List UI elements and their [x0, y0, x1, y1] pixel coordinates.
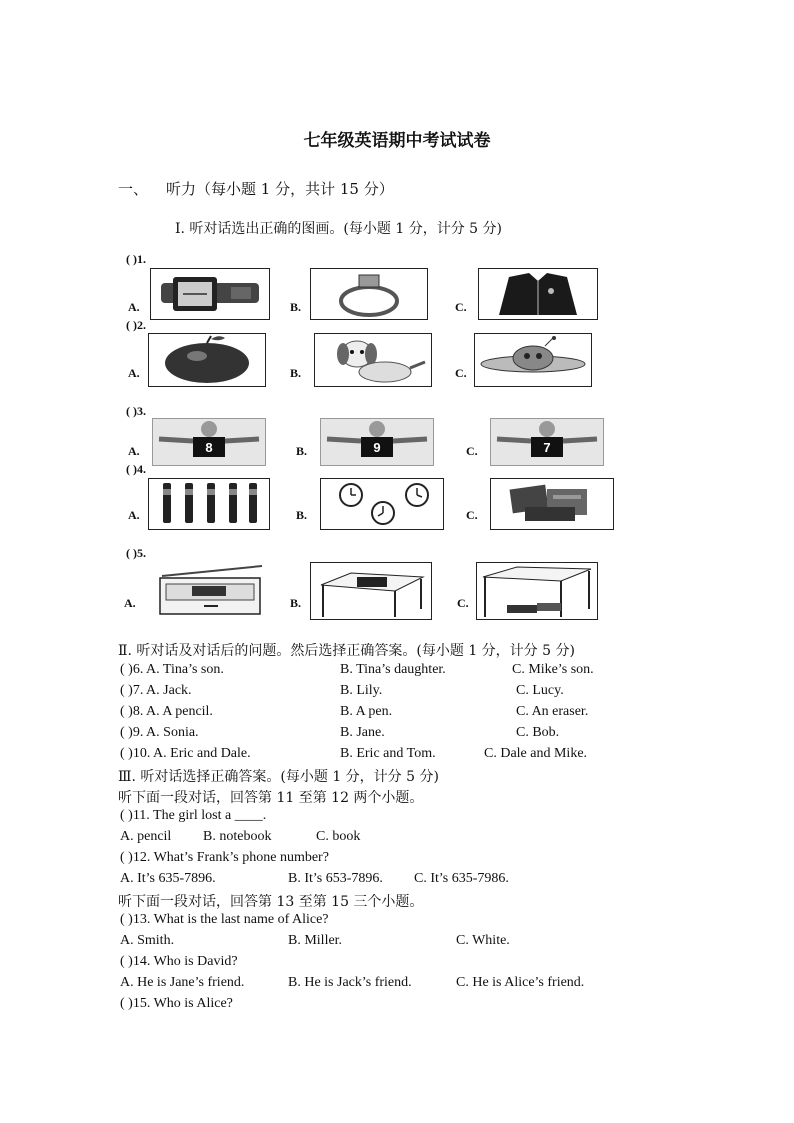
question-13: ( )13. What is the last name of Alice?: [120, 912, 329, 927]
apple-icon: [148, 333, 266, 387]
option-c: C. An eraser.: [516, 704, 589, 719]
part1-heading: Ⅰ. 听对话选出正确的图画。(每小题 1 分，计分 5 分): [175, 221, 502, 237]
option-c: C. Bob.: [516, 725, 560, 740]
jersey-number: 9: [373, 440, 381, 455]
table-top-icon: [310, 562, 432, 620]
option-c: C. Dale and Mike.: [484, 746, 588, 761]
section-number: 一、: [118, 180, 149, 198]
option-b: B. notebook: [203, 829, 272, 844]
page-title: 七年级英语期中考试试卷: [303, 131, 491, 151]
option-a: A. pencil: [120, 829, 172, 844]
ufo-icon: [474, 333, 592, 387]
option-b: B. Tina’s daughter.: [340, 662, 446, 677]
option-label: A.: [128, 366, 140, 380]
option-label: B.: [290, 596, 302, 610]
part2-heading: Ⅱ. 听对话及对话后的问题。然后选择正确答案。(每小题 1 分，计分 5 分): [118, 643, 575, 659]
question-number: ( )1.: [126, 252, 146, 266]
option-label: C.: [455, 366, 467, 380]
option-label: C.: [466, 444, 478, 458]
books-icon: [490, 478, 614, 530]
option-label: B.: [296, 444, 308, 458]
boy-icon: [152, 418, 266, 466]
option-label: A.: [128, 508, 140, 522]
option-label: A.: [124, 596, 136, 610]
question-14: ( )14. Who is David?: [120, 954, 238, 969]
option-b: B. He is Jack’s friend.: [288, 975, 412, 990]
boy-icon: [490, 418, 604, 466]
question-8: ( )8. A. A pencil.: [120, 704, 213, 719]
dog-icon: [314, 333, 432, 387]
question-6: ( )6. A. Tina’s son.: [120, 662, 224, 677]
option-c: C. book: [316, 829, 361, 844]
option-b: B. Miller.: [288, 933, 343, 948]
section-heading: [118, 178, 394, 199]
pens-icon: [148, 478, 270, 530]
option-b: B. Eric and Tom.: [340, 746, 436, 761]
section-title: 听力（每小题 1 分，共计 15 分）: [166, 180, 394, 198]
option-label: B.: [290, 300, 302, 314]
option-b: B. Lily.: [340, 683, 383, 698]
option-c: C. He is Alice’s friend.: [456, 975, 585, 990]
part3-intro-2: 听下面一段对话，回答第 13 至第 15 三个小题。: [118, 894, 424, 910]
table-under-icon: [476, 562, 598, 620]
ring-icon: [310, 268, 428, 320]
jersey-number: 8: [205, 440, 213, 455]
option-label: C.: [455, 300, 467, 314]
watch-icon: [150, 268, 270, 320]
jersey-number: 7: [543, 440, 551, 455]
clocks-icon: [320, 478, 444, 530]
question-number: ( )5.: [126, 546, 146, 560]
option-a: A. Smith.: [120, 933, 175, 948]
question-number: ( )4.: [126, 462, 146, 476]
option-label: B.: [296, 508, 308, 522]
option-a: A. It’s 635-7896.: [120, 871, 216, 886]
jacket-icon: [478, 268, 598, 320]
question-number: ( )3.: [126, 404, 146, 418]
question-11: ( )11. The girl lost a ____.: [120, 808, 267, 823]
question-15: ( )15. Who is Alice?: [120, 996, 233, 1011]
question-number: ( )2.: [126, 318, 146, 332]
question-7: ( )7. A. Jack.: [120, 683, 192, 698]
option-b: B. Jane.: [340, 725, 385, 740]
question-9: ( )9. A. Sonia.: [120, 725, 199, 740]
option-c: C. White.: [456, 933, 510, 948]
option-label: A.: [128, 300, 140, 314]
part3-heading: Ⅲ. 听对话选择正确答案。(每小题 1 分，计分 5 分): [118, 769, 439, 785]
option-label: C.: [457, 596, 469, 610]
question-10: ( )10. A. Eric and Dale.: [120, 746, 251, 761]
option-label: B.: [290, 366, 302, 380]
part3-intro-1: 听下面一段对话，回答第 11 至第 12 两个小题。: [118, 790, 424, 806]
drawer-icon: [152, 562, 272, 618]
question-12: ( )12. What’s Frank’s phone number?: [120, 850, 329, 865]
boy-icon: [320, 418, 434, 466]
option-label: A.: [128, 444, 140, 458]
option-c: C. It’s 635-7986.: [414, 871, 509, 886]
option-c: C. Mike’s son.: [512, 662, 594, 677]
option-label: C.: [466, 508, 478, 522]
option-a: A. He is Jane’s friend.: [120, 975, 245, 990]
option-c: C. Lucy.: [516, 683, 564, 698]
option-b: B. It’s 653-7896.: [288, 871, 383, 886]
option-b: B. A pen.: [340, 704, 393, 719]
